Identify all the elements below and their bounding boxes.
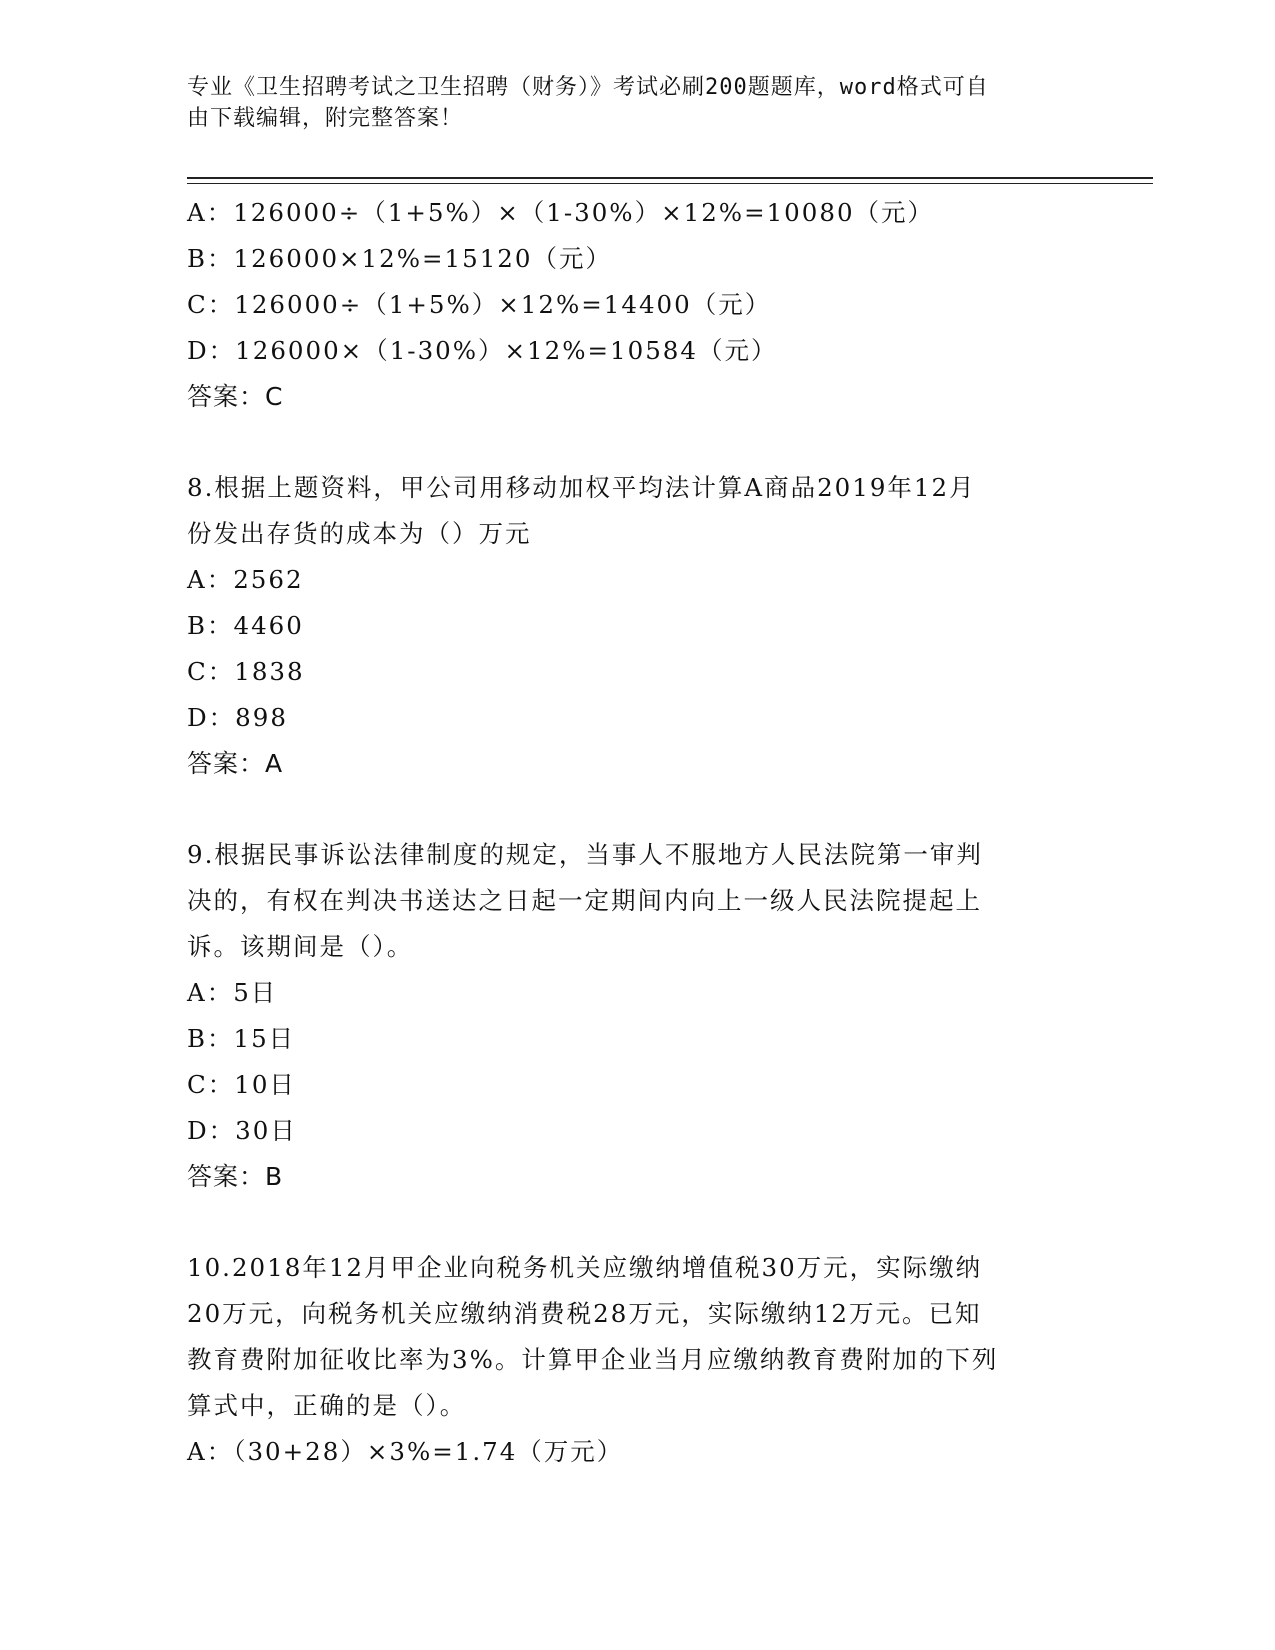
question-stem-line: 教育费附加征收比率为3%。计算甲企业当月应缴纳教育费附加的下列 — [187, 1345, 999, 1374]
question-10 — [187, 1245, 1087, 1475]
question-stem-line: 算式中，正确的是（）。 — [187, 1391, 467, 1420]
option-b: B：4460 — [187, 611, 304, 640]
question-7-continued — [187, 190, 1087, 420]
question-stem-line: 9.根据民事诉讼法律制度的规定，当事人不服地方人民法院第一审判 — [187, 840, 983, 869]
option-d: D：30日 — [187, 1116, 297, 1145]
option-b: B：15日 — [187, 1024, 296, 1053]
question-stem-line: 决的，有权在判决书送达之日起一定期间内向上一级人民法院提起上 — [187, 886, 982, 915]
question-stem-line: 份发出存货的成本为（）万元 — [187, 519, 532, 548]
document-body — [187, 190, 1087, 1475]
question-9 — [187, 832, 1087, 1200]
question-spacer — [187, 1200, 1087, 1245]
answer-label: 答案：C — [187, 382, 284, 411]
question-stem-line: 10.2018年12月甲企业向税务机关应缴纳增值税30万元，实际缴纳 — [187, 1253, 983, 1282]
question-stem-line: 诉。该期间是（）。 — [187, 932, 414, 961]
document-header — [187, 72, 1067, 134]
answer-label: 答案：B — [187, 1162, 284, 1191]
question-stem-line: 8.根据上题资料，甲公司用移动加权平均法计算A商品2019年12月 — [187, 473, 976, 502]
header-divider-thin — [187, 183, 1153, 184]
option-d: D：898 — [187, 703, 288, 732]
question-spacer — [187, 420, 1087, 465]
header-divider-thick — [187, 177, 1153, 179]
question-stem-line: 20万元，向税务机关应缴纳消费税28万元，实际缴纳12万元。已知 — [187, 1299, 982, 1328]
question-spacer — [187, 787, 1087, 832]
header-title-line-1: 专业《卫生招聘考试之卫生招聘（财务）》考试必刷200题题库，word格式可自 — [187, 75, 989, 100]
option-a: A：2562 — [187, 565, 304, 594]
option-c: C：126000÷（1+5%）×12%=14400（元） — [187, 290, 772, 319]
header-title-line-2: 由下载编辑，附完整答案！ — [187, 106, 464, 131]
option-a: A：5日 — [187, 978, 278, 1007]
option-c: C：10日 — [187, 1070, 296, 1099]
option-b: B：126000×12%=15120（元） — [187, 244, 612, 273]
option-a: A：126000÷（1+5%）×（1-30%）×12%=10080（元） — [187, 198, 935, 227]
option-d: D：126000×（1-30%）×12%=10584（元） — [187, 336, 778, 365]
option-c: C：1838 — [187, 657, 305, 686]
option-a: A：（30+28）×3%=1.74（万元） — [187, 1437, 624, 1466]
answer-label: 答案：A — [187, 749, 284, 778]
question-8 — [187, 465, 1087, 787]
